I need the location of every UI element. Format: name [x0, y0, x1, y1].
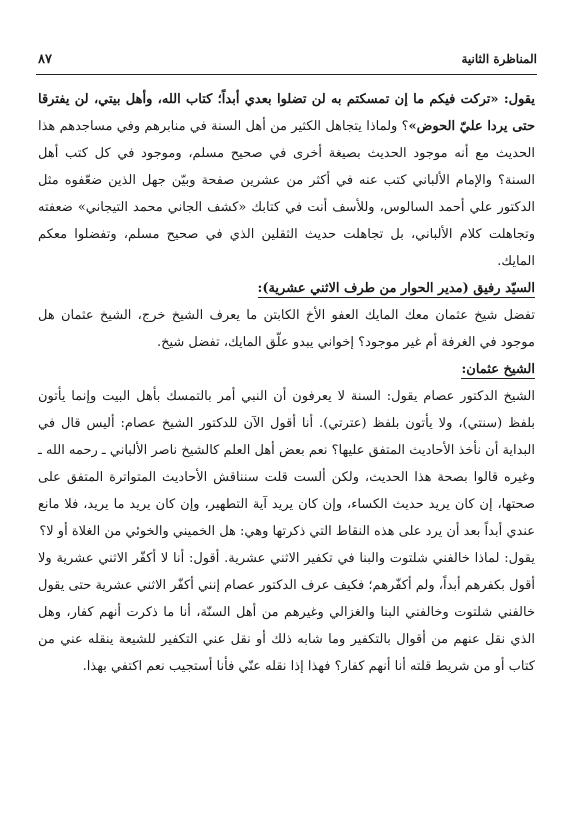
paragraph-text: ؟ ولماذا يتجاهل الكثير من أهل السنة في منابرهم وفي مساجدهم هذا الحديث مع أنه موجود الحديث بصيغة أخرى في صحيح مسلم، وموجود في كل كتب أهل السنة؟ والإمام الألباني كتب عنه في أكثر من عشرين صفحة وبيّن جهل الذين ضعّفوه مثل الدكتور علي أحمد السالوس، وللأسف أنت في كتابك «كشف الجاني محمد التيجاني» ضعفته وتجاهلت كلام الألباني، بل تجاهلت حديث الثقلين الذي في صحيح مسلم، وتفضلوا معكم المايك. — [38, 119, 535, 269]
hadith-quote: يقول: «تركت فيكم ما إن تمسكتم به لن تضلوا بعدي أبداً؛ كتاب الله، وأهل بيتي، لن يفترقا حتى يردا عليّ الحوض» — [38, 92, 535, 134]
speaker-heading-othman — [38, 356, 535, 383]
paragraph-rafiq: تفضل شيخ عثمان معك المايك العفو الأخ الكابتن ما يعرف الشيخ خرج، الشيخ عثمان هل موجود في الغرفة أم غير موجود؟ إخواني يبدو علّق المايك، تفضل شيخ. — [38, 308, 535, 350]
page-header — [36, 50, 537, 75]
paragraph-othman-2: يقول: لماذا خالفني شلتوت والبنا في تكفير الاثني عشرية. أقول: أنا لا أكفّر الاثني عشرية ولا أقول بكفرهم أبداً، ولم أكفّرهم؛ فكيف عرف الدكتور عصام إنني أكفّر الاثني عشرية حتى يقول خالفني شلتوت وخالفني البنا والغزالي وغيرهم من أهل السنّة، أنا ما ذكرت أنهم كفار، وهل الذي نقل عنهم من أقوال بالتكفير وما شابه ذلك أو نقل عني التكفير للشيعة ينقله عني من كتاب أو من شريط قلته أنا أنهم كفار؟ فهذا إذا نقله عنّي فأنا أستجيب نعم اكتفي بهذا. — [38, 551, 535, 674]
running-title: المناظرة الثانية — [461, 52, 537, 66]
speaker-heading-rafiq — [38, 275, 535, 302]
speaker-name: السيّد رفيق (مدير الحوار من طرف الاثني عشرية): — [257, 281, 535, 296]
page-number: ٨٧ — [38, 52, 52, 67]
paragraph-hadith — [38, 86, 535, 275]
speaker-name: الشيخ عثمان: — [461, 362, 535, 377]
paragraph-othman-1: الشيخ الدكتور عصام يقول: السنة لا يعرفون أن النبي أمر بالتمسك بأهل البيت وإنما يأتون بلفظ (سنتي)، ولا يأتون بلفظ (عترتي). أنا أقول الآن للدكتور الشيخ عصام: أليس قال في البداية أن نأخذ الأحاديث المتفق عليها؟ نعم بعض أهل العلم كالشيخ ناصر الألباني ـ رحمه الله ـ وغيره قالوا بصحة هذا الحديث، ولكن ألست قلت سنناقش الأحاديث المتواترة المتفق على صحتها، إن كان يريد حديث الكساء، وإن كان يريد آية التطهير، وإن كان يريد ما يريد، فلا مانع عندي أبداً بعد أن يرد على هذه النقاط التي ذكرتها وهي: هل الخميني والخوئي من الغلاة أو لا؟ — [38, 389, 535, 539]
page-body — [38, 86, 535, 680]
